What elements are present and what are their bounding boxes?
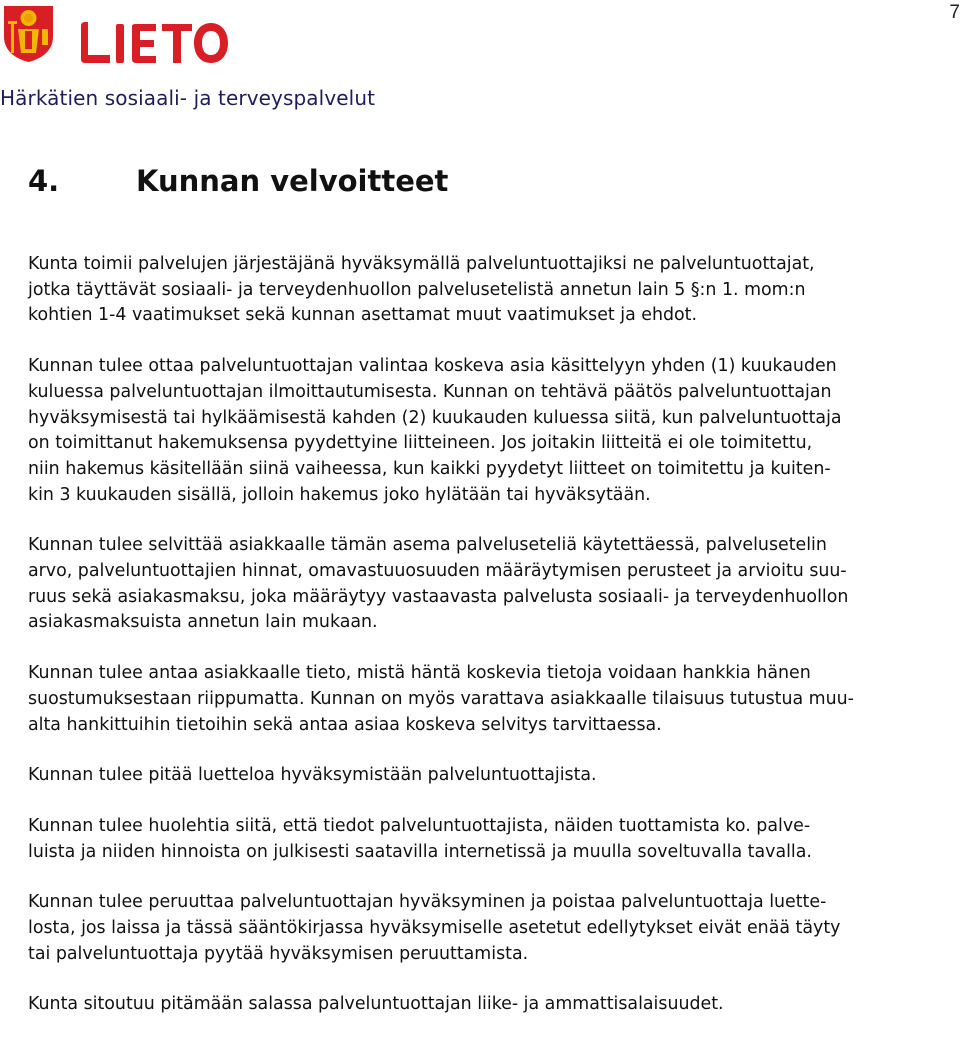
paragraph: [28, 992, 958, 1018]
paragraph: [28, 763, 958, 789]
text-line: arvo, palveluntuottajien hinnat, omavastuuosuuden määräytymisen perusteet ja arvioitu suu-: [28, 561, 847, 582]
text-line: Kunnan tulee antaa asiakkaalle tieto, mistä häntä koskevia tietoja voidaan hankkia hänen: [28, 663, 811, 684]
paragraph: [28, 252, 958, 329]
text-line: luista ja niiden hinnoista on julkisesti saatavilla internetissä ja muulla soveltuvalla tavalla.: [28, 841, 812, 862]
text-line: alta hankittuihin tietoihin sekä antaa asiaa koskeva selvitys tarvittaessa.: [28, 714, 662, 735]
text-line: Kunnan tulee huolehtia siitä, että tiedot palveluntuottajista, näiden tuottamista ko. palve-: [28, 815, 811, 836]
page-number: 7: [949, 2, 960, 23]
text-line: ruus sekä asiakasmaksu, joka määräytyy vastaavasta palvelusta sosiaali- ja terveydenhuollon: [28, 586, 849, 607]
text-line: hyväksymisestä tai hylkäämisestä kahden (2) kuukauden kuluessa siitä, kun palveluntuottaja: [28, 407, 842, 428]
text-line: kuluessa palveluntuottajan ilmoittautumisesta. Kunnan on tehtävä päätös palveluntuottajan: [28, 381, 832, 402]
section-title: Kunnan velvoitteet: [136, 164, 449, 198]
text-line: Kunnan tulee selvittää asiakkaalle tämän asema palveluseteliä käytettäessä, palvelusetelin: [28, 535, 827, 556]
paragraph: [28, 533, 958, 636]
text-line: Kunta sitoutuu pitämään salassa palveluntuottajan liike- ja ammattisalaisuudet.: [28, 994, 724, 1015]
text-line: Kunnan tulee pitää luetteloa hyväksymistään palveluntuottajista.: [28, 765, 597, 786]
department-subtitle: Härkätien sosiaali- ja terveyspalvelut: [0, 86, 376, 110]
paragraph: [28, 890, 958, 967]
text-line: asiakasmaksuista annetun lain mukaan.: [28, 612, 378, 633]
text-line: Kunnan tulee ottaa palveluntuottajan valintaa koskeva asia käsittelyyn yhden (1) kuukauden: [28, 356, 837, 377]
text-line: Kunta toimii palvelujen järjestäjänä hyväksymällä palveluntuottajiksi ne palveluntuottajat,: [28, 254, 815, 274]
text-line: jotka täyttävät sosiaali- ja terveydenhuollon palvelusetelistä annetun lain 5 §:n 1. mom:n: [28, 279, 806, 300]
paragraph: [28, 814, 958, 865]
lieto-wordmark: [78, 22, 230, 64]
text-line: niin hakemus käsitellään siinä vaiheessa, kun kaikki pyydetyt liitteet on toimitettu ja kuiten-: [28, 458, 831, 479]
text-line: tai palveluntuottaja pyytää hyväksymisen peruuttamista.: [28, 943, 529, 964]
paragraph: [28, 354, 958, 508]
section-heading: [28, 164, 448, 198]
text-line: Kunnan tulee peruuttaa palveluntuottajan hyväksyminen ja poistaa palveluntuottaja luette-: [28, 892, 827, 913]
paragraph: [28, 661, 958, 738]
coat-of-arms-logo: [1, 3, 56, 63]
text-line: kohtien 1-4 vaatimukset sekä kunnan asettamat muut vaatimukset ja ehdot.: [28, 305, 698, 326]
section-number: 4.: [28, 164, 60, 198]
text-line: kin 3 kuukauden sisällä, jolloin hakemus joko hylätään tai hyväksytään.: [28, 484, 651, 505]
text-line: losta, jos laissa ja tässä sääntökirjassa hyväksymiselle asetetut edellytykset eivät enää täyty: [28, 918, 841, 939]
body-text: [28, 252, 958, 1043]
text-line: suostumuksestaan riippumatta. Kunnan on myös varattava asiakkaalle tilaisuus tutustua muu-: [28, 688, 854, 709]
text-line: on toimittanut hakemuksensa pyydettyine liitteineen. Jos joitakin liitteitä ei ole toimitettu,: [28, 433, 813, 454]
